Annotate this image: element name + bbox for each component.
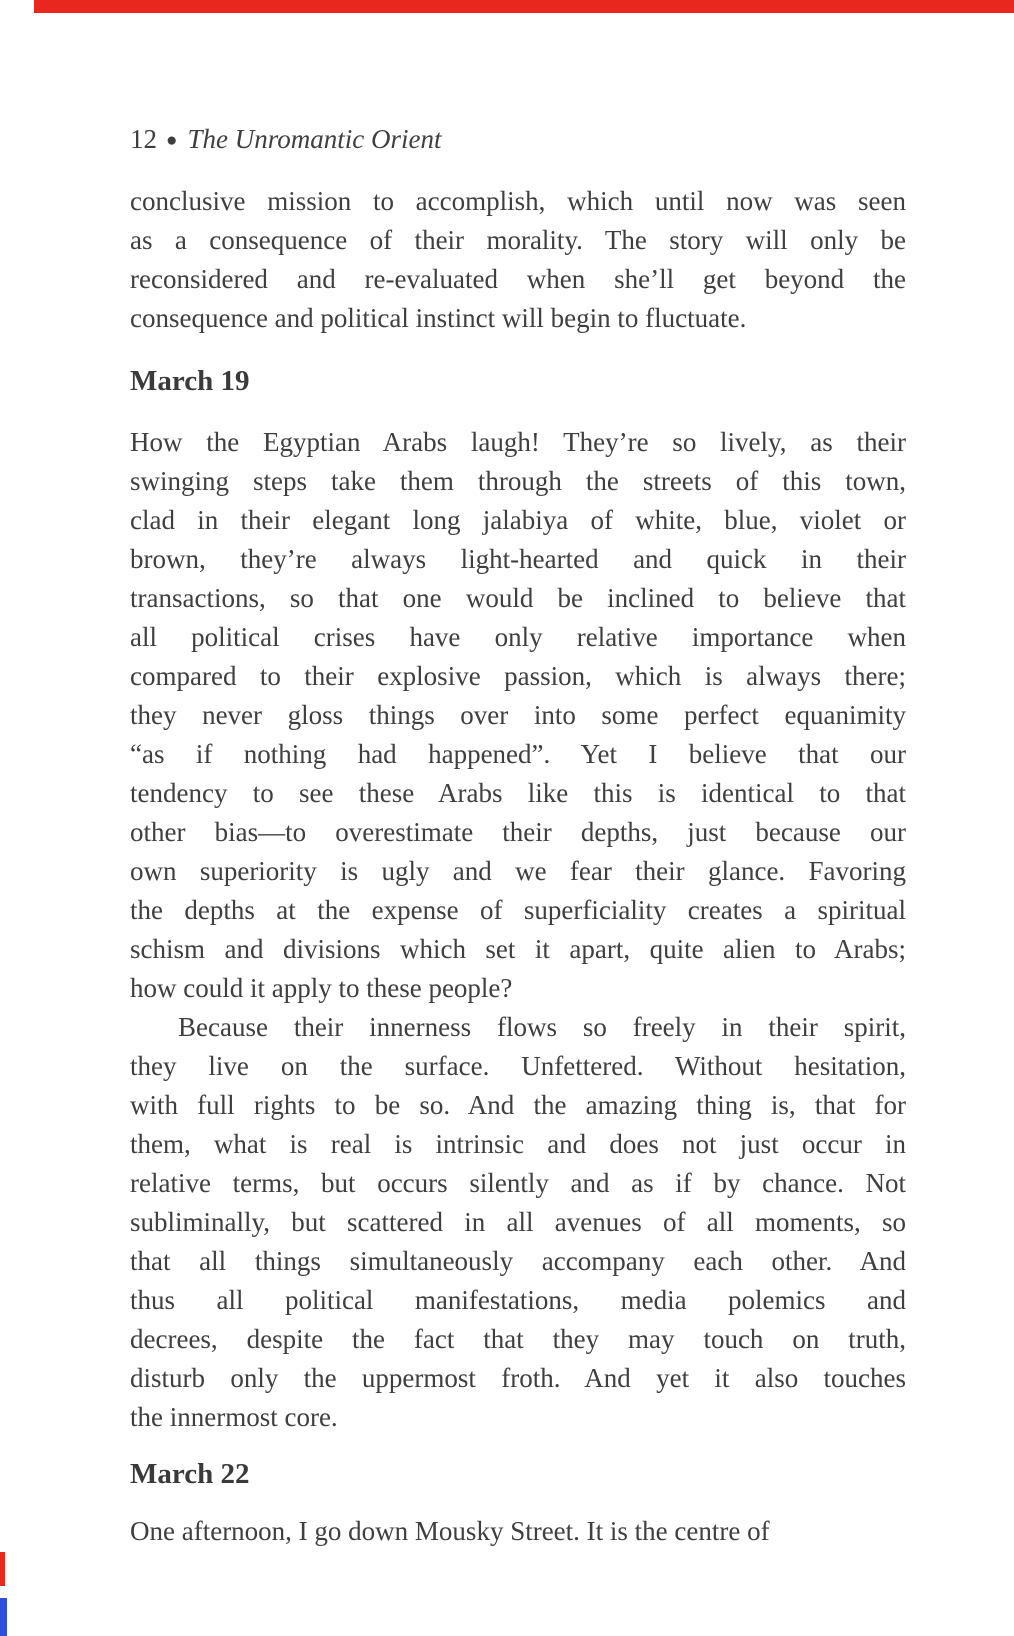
- text-line: all political crises have only relative importance when: [130, 622, 906, 652]
- running-header: [130, 124, 906, 154]
- text-line: clad in their elegant long jalabiya of white, blue, violet or: [130, 505, 906, 535]
- text-line: them, what is real is intrinsic and does not just occur in: [130, 1129, 906, 1159]
- page-number: 12: [130, 124, 157, 154]
- text-line: how could it apply to these people?: [130, 973, 513, 1003]
- scan-artifact-left-blue-mark: [0, 1598, 7, 1636]
- text-line: compared to their explosive passion, which is always there;: [130, 661, 906, 691]
- text-line: schism and divisions which set it apart, quite alien to Arabs;: [130, 934, 906, 964]
- book-title: The Unromantic Orient: [187, 124, 442, 154]
- text-line: brown, they’re always light-hearted and quick in their: [130, 544, 906, 574]
- text-line: they live on the surface. Unfettered. Without hesitation,: [130, 1051, 906, 1081]
- text-line: thus all political manifestations, media polemics and: [130, 1285, 906, 1315]
- text-line: One afternoon, I go down Mousky Street. It is the centre of: [130, 1516, 770, 1546]
- text-blocks: [130, 182, 906, 1551]
- text-line: swinging steps take them through the streets of this town,: [130, 466, 906, 496]
- text-line: they never gloss things over into some perfect equanimity: [130, 700, 906, 730]
- text-line: Because their innerness flows so freely in their spirit,: [178, 1012, 906, 1042]
- text-line: consequence and political instinct will begin to fluctuate.: [130, 303, 747, 333]
- section-heading: March 22: [130, 1458, 250, 1490]
- text-line: other bias—to overestimate their depths, just because our: [130, 817, 906, 847]
- text-line: own superiority is ugly and we fear their glance. Favoring: [130, 856, 906, 886]
- paragraph: [130, 423, 906, 1008]
- text-line: “as if nothing had happened”. Yet I believe that our: [130, 739, 906, 769]
- paragraph: [130, 1512, 906, 1551]
- text-line: reconsidered and re-evaluated when she’ll get beyond the: [130, 264, 906, 294]
- text-line: as a consequence of their morality. The story will only be: [130, 225, 906, 255]
- text-line: that all things simultaneously accompany each other. And: [130, 1246, 906, 1276]
- text-line: tendency to see these Arabs like this is identical to that: [130, 778, 906, 808]
- text-line: the depths at the expense of superficiality creates a spiritual: [130, 895, 906, 925]
- page-body: [130, 0, 906, 1551]
- text-line: relative terms, but occurs silently and as if by chance. Not: [130, 1168, 906, 1198]
- text-line: conclusive mission to accomplish, which until now was seen: [130, 186, 906, 216]
- text-line: with full rights to be so. And the amazing thing is, that for: [130, 1090, 906, 1120]
- text-line: the innermost core.: [130, 1402, 338, 1432]
- paragraph: [130, 1008, 906, 1437]
- text-line: subliminally, but scattered in all avenues of all moments, so: [130, 1207, 906, 1237]
- paragraph: [130, 182, 906, 338]
- text-line: decrees, despite the fact that they may touch on truth,: [130, 1324, 906, 1354]
- text-line: transactions, so that one would be inclined to believe that: [130, 583, 906, 613]
- scan-artifact-left-red-mark: [0, 1552, 5, 1586]
- section-heading: March 19: [130, 365, 250, 397]
- text-line: How the Egyptian Arabs laugh! They’re so lively, as their: [130, 427, 906, 457]
- bullet-icon: ●: [166, 130, 178, 151]
- text-line: disturb only the uppermost froth. And yet it also touches: [130, 1363, 906, 1393]
